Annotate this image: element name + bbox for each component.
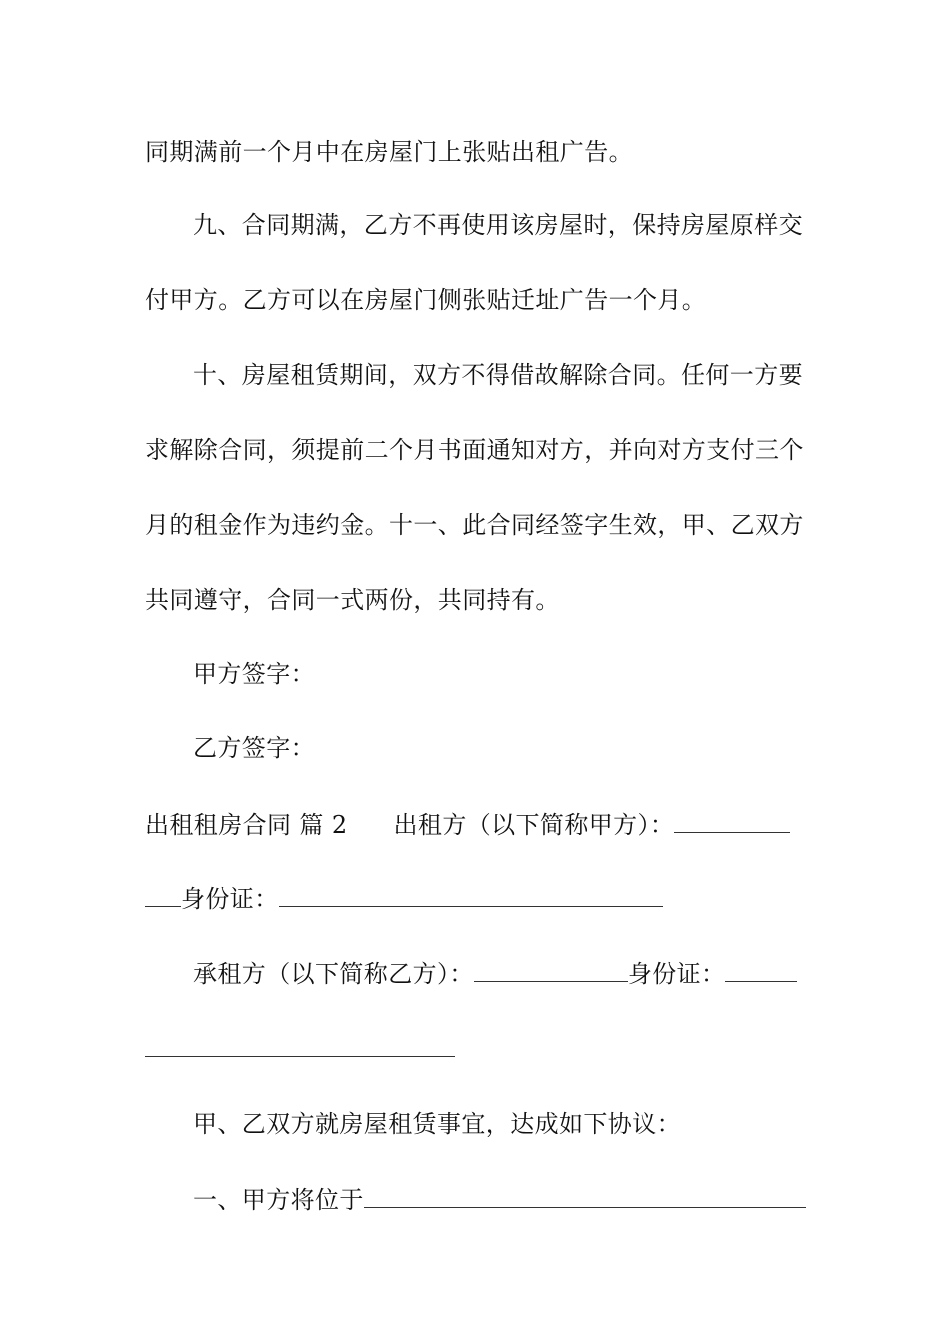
lessor-id-line xyxy=(145,880,807,916)
clause-one-line xyxy=(193,1181,807,1217)
lessor-id-blank[interactable] xyxy=(279,880,663,907)
lessor-id-label: 身份证： xyxy=(181,885,279,913)
section-number: 篇 2 xyxy=(299,811,348,839)
party-a-signature-label: 甲方签字： xyxy=(193,660,315,688)
lessee-label: 承租方（以下简称乙方）： xyxy=(193,960,474,988)
paragraph-line: 月的租金作为违约金。十一、此合同经签字生效，甲、乙双方 xyxy=(145,511,804,539)
lessee-id-continuation-line xyxy=(145,1030,807,1066)
paragraph-line: 共同遵守，合同一式两份，共同持有。 xyxy=(145,586,560,614)
lessee-id-label: 身份证： xyxy=(627,960,726,988)
lessee-id-blank-continued[interactable] xyxy=(145,1030,455,1057)
clause-ten-line: 十、房屋租赁期间，双方不得借故解除合同。任何一方要 xyxy=(193,361,803,389)
lessee-id-blank[interactable] xyxy=(725,955,797,982)
lessor-name-blank-continued[interactable] xyxy=(145,880,181,907)
lessor-label: 出租方（以下简称甲方）： xyxy=(393,811,675,839)
section-title: 出租租房合同 xyxy=(145,811,292,839)
lessor-name-blank[interactable] xyxy=(674,806,790,833)
paragraph-line: 同期满前一个月中在房屋门上张贴出租广告。 xyxy=(145,138,633,166)
party-b-signature-label: 乙方签字： xyxy=(193,734,315,762)
clause-nine-line: 九、合同期满，乙方不再使用该房屋时，保持房屋原样交 xyxy=(193,211,803,239)
section-header-line xyxy=(145,806,807,842)
lessee-name-blank[interactable] xyxy=(474,955,628,982)
paragraph-line: 付甲方。乙方可以在房屋门侧张贴迁址广告一个月。 xyxy=(145,286,707,314)
property-location-blank[interactable] xyxy=(364,1181,806,1208)
lessee-line xyxy=(193,955,807,991)
clause-one-label: 一、甲方将位于 xyxy=(193,1186,364,1214)
agreement-intro-line: 甲、乙双方就房屋租赁事宜，达成如下协议： xyxy=(193,1110,681,1138)
paragraph-line: 求解除合同，须提前二个月书面通知对方，并向对方支付三个 xyxy=(145,436,804,464)
